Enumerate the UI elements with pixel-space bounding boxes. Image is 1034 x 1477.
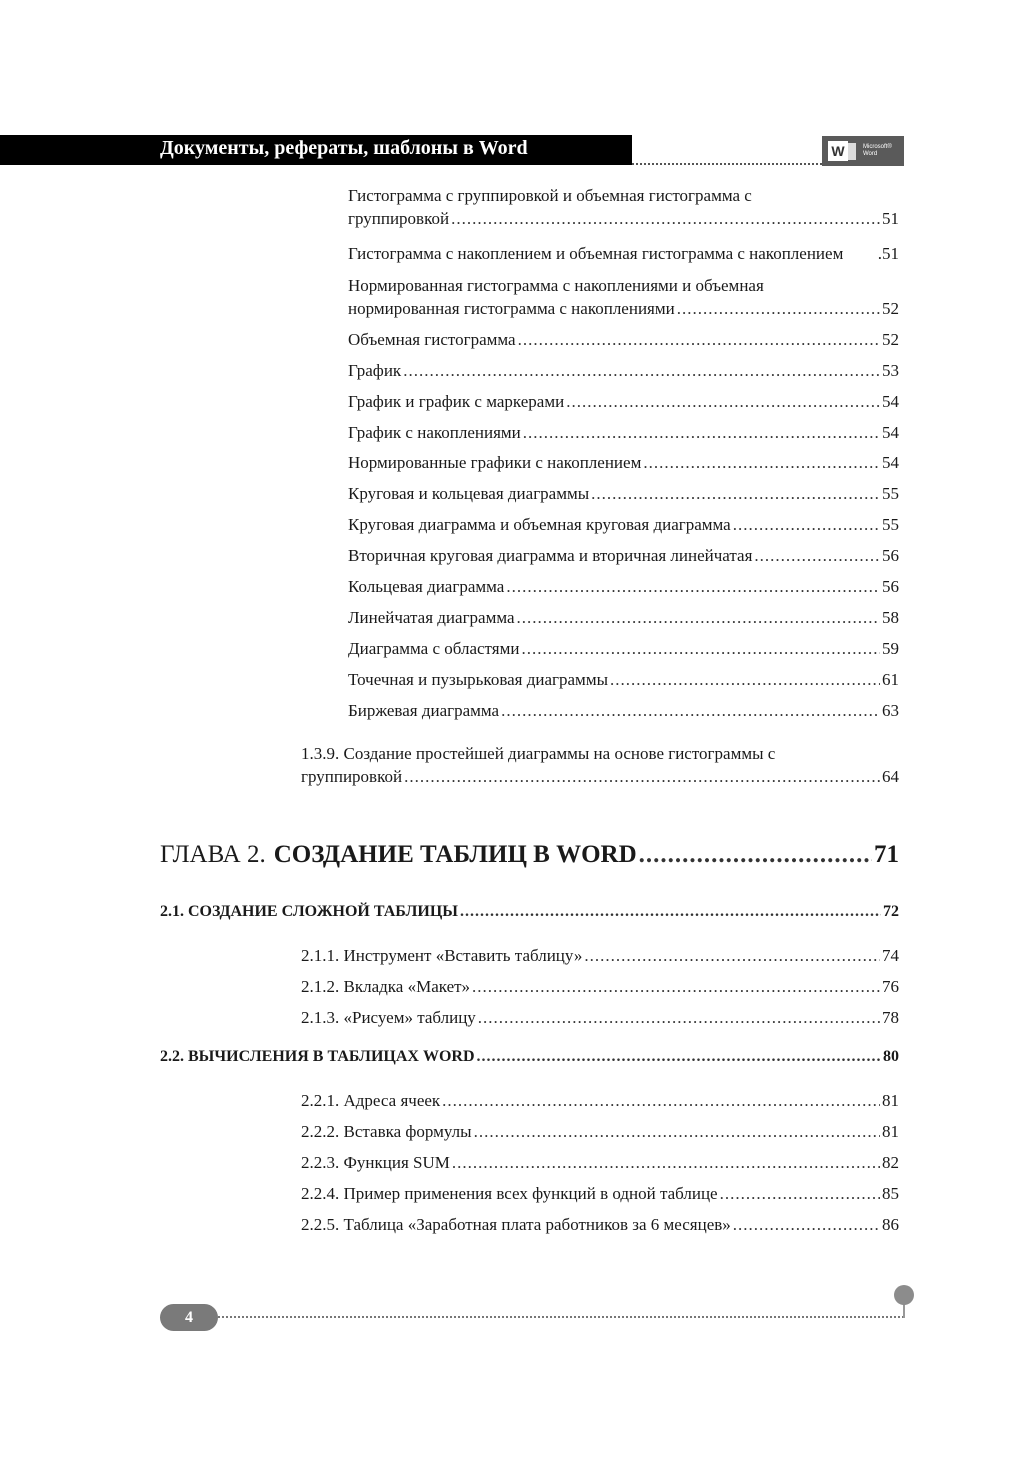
- toc-entry-text: 2.2.3. Функция SUM: [301, 1153, 450, 1172]
- toc-entry-text: Гистограмма с накоплением и объемная гистограмма с накоплением: [348, 244, 844, 263]
- toc-page-number: 76: [882, 977, 899, 996]
- word-logo-icon: [822, 136, 904, 166]
- toc-entry[interactable]: [348, 451, 899, 474]
- toc-subsection-entry[interactable]: [301, 1213, 899, 1236]
- toc-entry[interactable]: [348, 699, 899, 722]
- dot-leader: [521, 637, 880, 660]
- chapter-prefix: ГЛАВА 2.: [160, 841, 266, 868]
- toc-entry-text: Объемная гистограмма: [348, 330, 516, 349]
- toc-entry[interactable]: [348, 184, 899, 230]
- toc-page-number: 74: [882, 946, 899, 965]
- logo-page-shape: [848, 143, 856, 160]
- section-title: 2.2. ВЫЧИСЛЕНИЯ В ТАБЛИЦАХ WORD: [160, 1048, 475, 1065]
- toc-entry-row: [301, 765, 899, 788]
- dot-leader: [677, 297, 880, 320]
- toc-page-number: 58: [882, 608, 899, 627]
- dot-leader: [584, 944, 880, 967]
- toc-entry-text: Нормированные графики с накоплением: [348, 453, 642, 472]
- toc-page-number: 81: [882, 1122, 899, 1141]
- toc-entry-text-line2: группировкой: [301, 767, 403, 786]
- toc-page-number: 55: [882, 515, 899, 534]
- dot-leader: [477, 1046, 881, 1068]
- toc-entry[interactable]: [348, 668, 899, 691]
- dot-leader: [517, 606, 880, 629]
- section-title: 2.1. СОЗДАНИЕ СЛОЖНОЙ ТАБЛИЦЫ: [160, 903, 459, 920]
- logo-mark: W: [828, 141, 848, 161]
- toc-subsection-entry[interactable]: [301, 1089, 899, 1112]
- toc-subsection-entry[interactable]: [301, 742, 899, 788]
- toc-entry-text: 2.1.3. «Рисуем» таблицу: [301, 1008, 476, 1027]
- toc-entry-text-line2: нормированная гистограмма с накоплениями: [348, 299, 675, 318]
- toc-entry-text: 2.2.4. Пример применения всех функций в одной таблице: [301, 1184, 718, 1203]
- toc-page-number: 53: [882, 361, 899, 380]
- toc-page-number: 63: [882, 701, 899, 720]
- toc-page-number: 51: [882, 209, 899, 228]
- toc-entry[interactable]: [348, 328, 899, 351]
- page-number-badge: 4: [160, 1304, 218, 1331]
- toc-entry-text-line1: Гистограмма с группировкой и объемная гистограмма с: [348, 186, 752, 205]
- dot-leader: [460, 901, 881, 923]
- dot-leader: [733, 513, 880, 536]
- toc-subsection-entry[interactable]: [301, 1006, 899, 1029]
- toc-page-number: 52: [882, 330, 899, 349]
- toc-page-number: 82: [882, 1153, 899, 1172]
- dot-leader: [474, 1120, 880, 1143]
- toc-entry-text: Линейчатая диаграмма: [348, 608, 515, 627]
- footer-dotted-rule: [218, 1316, 904, 1318]
- logo-text: [863, 144, 892, 158]
- toc-subsection-entry[interactable]: [301, 1151, 899, 1174]
- toc-entry-text: График: [348, 361, 402, 380]
- toc-entry-text: Кольцевая диаграмма: [348, 577, 505, 596]
- toc-entry[interactable]: [348, 390, 899, 413]
- toc-subsection-entry[interactable]: [301, 944, 899, 967]
- toc-entry[interactable]: [348, 274, 899, 320]
- toc-entry-row: [348, 297, 899, 320]
- toc-page-number: 78: [882, 1008, 899, 1027]
- toc-entry-text: Вторичная круговая диаграмма и вторичная линейчатая: [348, 546, 753, 565]
- dot-leader: [639, 840, 872, 870]
- toc-page-number: 54: [882, 453, 899, 472]
- toc-entry[interactable]: [348, 606, 899, 629]
- toc-entry-text: График и график с маркерами: [348, 392, 565, 411]
- toc-page-number: 72: [883, 903, 899, 920]
- toc-page-number: 52: [882, 299, 899, 318]
- toc-entry[interactable]: [348, 242, 899, 265]
- toc-entry[interactable]: [348, 544, 899, 567]
- toc-entry-text: Круговая диаграмма и объемная круговая диаграмма: [348, 515, 731, 534]
- toc-entry-text: Круговая и кольцевая диаграммы: [348, 484, 590, 503]
- toc-page-number: 59: [882, 639, 899, 658]
- toc-subsection-entry[interactable]: [301, 1120, 899, 1143]
- toc-page-number: 80: [883, 1048, 899, 1065]
- dot-leader: [452, 1151, 880, 1174]
- dot-leader: [610, 668, 880, 691]
- toc-page-number: 81: [882, 1091, 899, 1110]
- toc-page-number: 85: [882, 1184, 899, 1203]
- dot-leader: [643, 451, 880, 474]
- toc-page-number: 71: [874, 841, 899, 868]
- toc-page-number: 86: [882, 1215, 899, 1234]
- toc-entry-text: График с накоплениями: [348, 423, 521, 442]
- running-header-title: Документы, рефераты, шаблоны в Word: [160, 137, 528, 159]
- toc-entry[interactable]: [348, 482, 899, 505]
- toc-page-number: .51: [877, 244, 899, 263]
- dot-leader: [501, 699, 880, 722]
- dot-leader: [404, 765, 880, 788]
- dot-leader: [754, 544, 880, 567]
- toc-entry[interactable]: [348, 421, 899, 444]
- toc-entry[interactable]: [348, 513, 899, 536]
- toc-entry-text: 2.2.5. Таблица «Заработная плата работников за 6 месяцев»: [301, 1215, 731, 1234]
- dot-leader: [733, 1213, 880, 1236]
- toc-entry-text-line2: группировкой: [348, 209, 450, 228]
- dot-leader: [472, 975, 880, 998]
- toc-page-number: 56: [882, 577, 899, 596]
- toc-entry[interactable]: [348, 575, 899, 598]
- toc-entry-text: Биржевая диаграмма: [348, 701, 500, 720]
- logo-brand: Microsoft®: [863, 144, 892, 150]
- toc-entry-text-line1: Нормированная гистограмма с накоплениями и объемная: [348, 276, 764, 295]
- dot-leader: [403, 359, 880, 382]
- dot-leader: [478, 1006, 880, 1029]
- header-dotted-rule: [632, 163, 822, 165]
- toc-entry[interactable]: [348, 359, 899, 382]
- toc-section-heading[interactable]: [160, 901, 899, 923]
- dot-leader: [591, 482, 880, 505]
- toc-page-number: 56: [882, 546, 899, 565]
- toc-page-number: 54: [882, 423, 899, 442]
- toc-entry-text: 2.2.2. Вставка формулы: [301, 1122, 472, 1141]
- toc-section-heading[interactable]: [160, 1046, 899, 1068]
- toc-entry-text: 2.1.2. Вкладка «Макет»: [301, 977, 471, 996]
- dot-leader: [523, 421, 880, 444]
- toc-subsection-entry[interactable]: [301, 1182, 899, 1205]
- dot-leader: [720, 1182, 880, 1205]
- dot-leader: [442, 1089, 880, 1112]
- toc-entry-text: 2.2.1. Адреса ячеек: [301, 1091, 441, 1110]
- toc-chapter-heading[interactable]: [160, 840, 899, 870]
- toc-entry-text: 2.1.1. Инструмент «Вставить таблицу»: [301, 946, 583, 965]
- toc-entry-row: [348, 207, 899, 230]
- dot-leader: [506, 575, 880, 598]
- toc-entry-text: Точечная и пузырьковая диаграммы: [348, 670, 608, 689]
- chapter-title: СОЗДАНИЕ ТАБЛИЦ В WORD: [273, 841, 637, 868]
- footer-pin-icon: [894, 1285, 914, 1305]
- dot-leader: [566, 390, 880, 413]
- toc-entry-text-line1: 1.3.9. Создание простейшей диаграммы на основе гистограммы с: [301, 744, 776, 763]
- dot-leader: [451, 207, 880, 230]
- toc-page-number: 64: [882, 767, 899, 786]
- toc-subsection-entry[interactable]: [301, 975, 899, 998]
- toc-entry-text: Диаграмма с областями: [348, 639, 520, 658]
- toc-page-number: 61: [882, 670, 899, 689]
- dot-leader: [518, 328, 880, 351]
- toc-page-number: 55: [882, 484, 899, 503]
- toc-entry[interactable]: [348, 637, 899, 660]
- logo-product: Word: [863, 151, 878, 157]
- toc-page-number: 54: [882, 392, 899, 411]
